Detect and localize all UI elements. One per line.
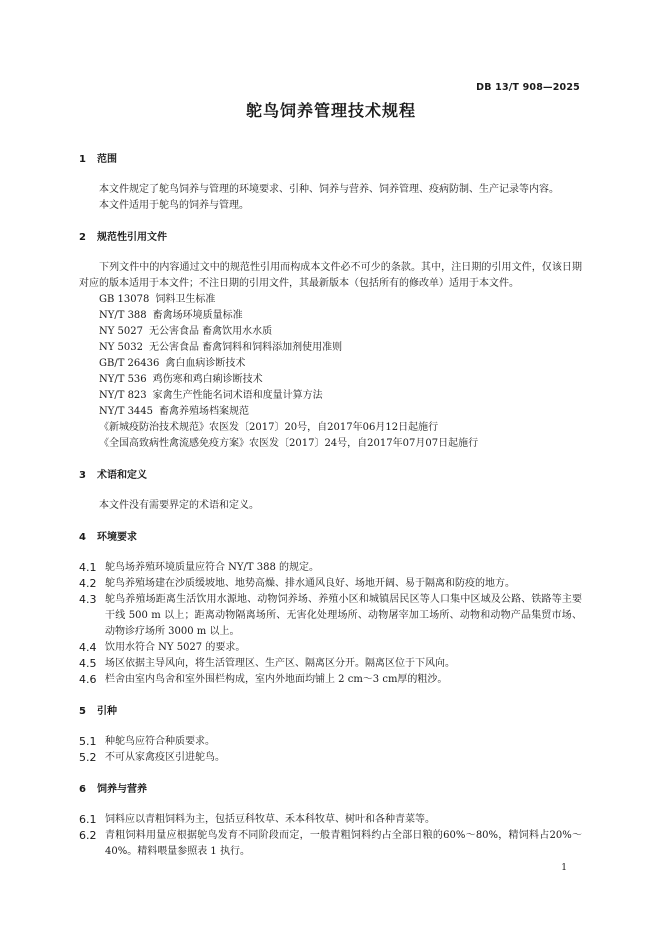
reference-name: 畜禽养殖场档案规范	[159, 406, 250, 417]
clause	[79, 640, 582, 656]
reference-name: 无公害食品 畜禽饮用水水质	[148, 326, 273, 337]
reference-name: 禽白血病诊断技术	[165, 358, 246, 369]
clause-text: 不可从家禽疫区引进鸵鸟。	[105, 752, 225, 763]
standard-code: DB 13/T 908—2025	[476, 82, 580, 93]
clause	[79, 672, 582, 688]
clause-number: 4.4	[79, 641, 97, 654]
document-body	[79, 152, 582, 860]
reference-document: 《新城疫防治技术规范》农医发〔2017〕20号，自2017年06月12日起施行	[99, 422, 439, 433]
clause-text: 鸵鸟养殖场距离生活饮用水源地、动物饲养场、养殖小区和城镇居民区等人口集中区域及公路、铁路等主要干线 500 m 以上；距离动物隔离场所、无害化处理场所、动物屠宰加工场所、动物和动物产品集贸市场、动物诊疗场所 3000 m 以上。	[105, 594, 582, 637]
reference-item	[79, 340, 582, 356]
clause-number: 6.1	[79, 813, 97, 826]
reference-code: NY/T 536	[99, 374, 147, 385]
reference-code: NY 5032	[99, 342, 143, 353]
reference-name: 家禽生产性能名词术语和度量计算方法	[152, 390, 323, 401]
clause-text: 鸵鸟场养殖环境质量应符合 NY/T 388 的规定。	[105, 562, 320, 573]
section-heading-normative-references	[79, 230, 582, 246]
clause-text: 饮用水符合 NY 5027 的要求。	[105, 642, 246, 653]
section-title: 环境要求	[97, 532, 137, 543]
reference-code: NY/T 388	[99, 310, 147, 321]
reference-code: GB 13078	[99, 294, 150, 305]
clause-number: 4.5	[79, 657, 97, 670]
reference-code: NY/T 3445	[99, 406, 154, 417]
section-heading-introduction-of-breeds	[79, 704, 582, 720]
section-heading-environment	[79, 530, 582, 546]
clause-number: 5.2	[79, 751, 97, 764]
section-number: 5	[79, 706, 86, 717]
clause-number: 4.2	[79, 577, 97, 590]
paragraph: 下列文件中的内容通过文中的规范性引用而构成本文件必不可少的条款。其中，注日期的引用文件，仅该日期对应的版本适用于本文件；不注日期的引用文件，其最新版本（包括所有的修改单）适用于本文件。	[79, 262, 582, 289]
clause-text: 栏舍由室内鸟舍和室外围栏构成，室内外地面均铺上 2 cm～3 cm厚的粗沙。	[105, 674, 448, 685]
clause	[79, 656, 582, 672]
paragraph: 本文件没有需要界定的术语和定义。	[99, 500, 259, 511]
reference-name: 无公害食品 畜禽饲料和饲料添加剂使用准则	[148, 342, 343, 353]
reference-name: 饲料卫生标准	[155, 294, 216, 305]
section-title: 引种	[97, 706, 117, 717]
clause	[79, 734, 582, 750]
section-title: 规范性引用文件	[97, 232, 167, 243]
reference-item	[79, 372, 582, 388]
paragraph: 本文件适用于鸵鸟的饲养与管理。	[99, 200, 249, 211]
section-title: 范围	[97, 154, 117, 165]
section-number: 4	[79, 532, 86, 543]
clause-text: 场区依据主导风向，将生活管理区、生产区、隔离区分开。隔离区位于下风向。	[105, 658, 455, 669]
section-title: 术语和定义	[97, 470, 147, 481]
reference-code: GB/T 26436	[99, 358, 160, 369]
clause-number: 4.6	[79, 673, 97, 686]
clause-number: 5.1	[79, 735, 97, 748]
section-title: 饲养与营养	[97, 784, 147, 795]
clause-text: 鸵鸟养殖场建在沙质缓坡地、地势高燥、排水通风良好、场地开阔、易于隔离和防疫的地方。	[105, 578, 515, 589]
section-number: 6	[79, 784, 86, 795]
page-number: 1	[561, 863, 567, 873]
clause	[79, 750, 582, 766]
paragraph: 本文件规定了鸵鸟饲养与管理的环境要求、引种、饲养与营养、饲养管理、疫病防制、生产记录等内容。	[99, 184, 559, 195]
clause-number: 6.2	[79, 829, 97, 842]
section-heading-terms	[79, 468, 582, 484]
section-number: 3	[79, 470, 86, 481]
reference-name: 畜禽场环境质量标准	[152, 310, 243, 321]
clause-number: 4.1	[79, 561, 97, 574]
reference-code: NY 5027	[99, 326, 143, 337]
reference-code: NY/T 823	[99, 390, 147, 401]
section-number: 2	[79, 232, 86, 243]
document-title: 鸵鸟饲养管理技术规程	[245, 101, 416, 120]
section-number: 1	[79, 154, 86, 165]
clause	[79, 812, 582, 828]
section-heading-feeding-and-nutrition	[79, 782, 582, 798]
reference-item	[79, 308, 582, 324]
reference-name: 鸡伤寒和鸡白痢诊断技术	[152, 374, 263, 385]
clause	[79, 592, 582, 640]
section-heading-scope	[79, 152, 582, 168]
clause	[79, 828, 582, 860]
reference-item	[79, 388, 582, 404]
reference-item	[79, 324, 582, 340]
clause-number: 4.3	[79, 593, 97, 606]
clause	[79, 560, 582, 576]
reference-item	[79, 356, 582, 372]
reference-document: 《全国高致病性禽流感免疫方案》农医发〔2017〕24号，自2017年07月07日起施行	[99, 438, 479, 449]
clause-text: 青粗饲料用量应根据鸵鸟发育不同阶段而定，一般青粗饲料约占全部日粮的60%～80%，精饲料占20%～40%。精料喂量参照表 1 执行。	[105, 830, 582, 857]
reference-item	[79, 292, 582, 308]
clause	[79, 576, 582, 592]
clause-text: 饲料应以青粗饲料为主，包括豆科牧草、禾本科牧草、树叶和各种青菜等。	[105, 814, 435, 825]
reference-item	[79, 404, 582, 420]
clause-text: 种鸵鸟应符合种质要求。	[105, 736, 215, 747]
